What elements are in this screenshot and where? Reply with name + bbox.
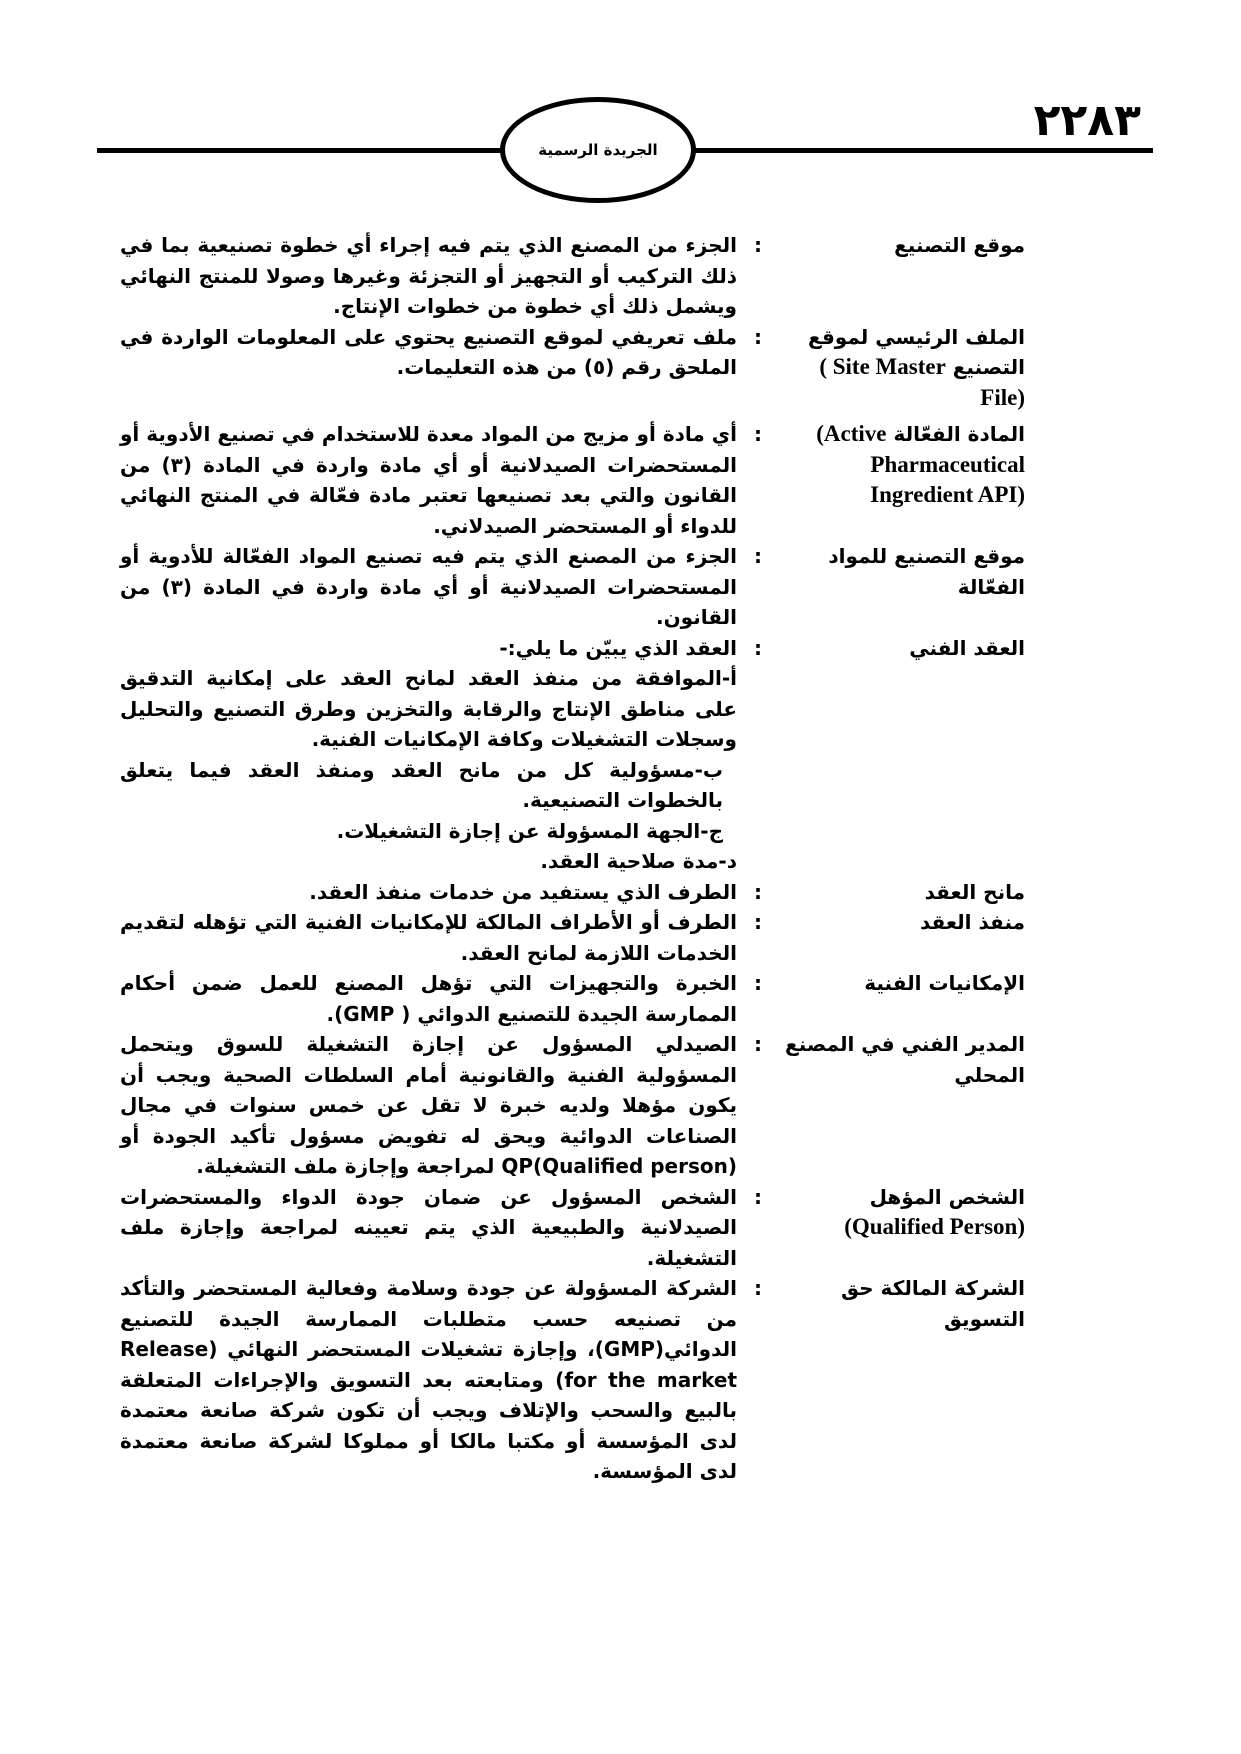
term xyxy=(779,541,1025,602)
definition-entry xyxy=(120,419,1025,541)
definition-paragraph: أي مادة أو مزيج من المواد معدة للاستخدام في تصنيع الأدوية أو المستحضرات الصيدلانية أو أي مادة واردة في المادة (٣) من القانون والتي بعد تصنيعها تعتبر مادة فعّالة في المنتج النهائي للدواء أو المستحضر الصيدلاني. xyxy=(120,422,738,538)
definition-text xyxy=(120,877,737,908)
separator-colon: : xyxy=(754,1032,762,1056)
definition-text xyxy=(120,419,737,541)
definition-paragraph: الصيدلي المسؤول عن إجازة التشغيلة للسوق ويتحمل المسؤولية الفنية والقانونية أمام السلطات الصحية ويجب أن يكون مؤهلا ولديه خبرة لا تقل عن خمس سنوات في مجال الصناعات الدوائية ويحق له تفويض مسؤول تأكيد الجودة أو QP(Qualified person) لمراجعة وإجازة ملف التشغيلة. xyxy=(120,1032,737,1178)
term xyxy=(779,907,1025,938)
term xyxy=(779,633,1025,664)
separator-colon: : xyxy=(754,879,762,904)
header-rule-left xyxy=(97,148,503,153)
term-arabic: الملف الرئيسي لموقع التصنيع xyxy=(808,324,1025,379)
header-rule-right xyxy=(695,148,1153,153)
publication-oval xyxy=(500,97,696,203)
definition-entry xyxy=(120,877,1025,908)
definition-entry xyxy=(120,968,1025,1029)
definition-text xyxy=(120,541,737,633)
definition-entry xyxy=(120,1029,1025,1182)
separator-colon: : xyxy=(754,324,762,349)
definition-entry xyxy=(120,322,1025,414)
separator-colon: : xyxy=(754,422,762,446)
term-arabic: مانح العقد xyxy=(924,879,1025,904)
definition-text xyxy=(120,322,737,383)
term-latin: ( Site Master File) xyxy=(819,354,1025,410)
definition-paragraph: الشخص المسؤول عن ضمان جودة الدواء والمستحضرات الصيدلانية والطبيعية الذي يتم تعيينه لمراجعة وإجازة ملف التشغيلة. xyxy=(120,1184,737,1270)
term-arabic: العقد الفني xyxy=(909,635,1025,660)
definition-paragraph: الطرف الذي يستفيد من خدمات منفذ العقد. xyxy=(309,879,737,904)
separator-colon: : xyxy=(754,1276,762,1300)
definition-paragraph: الجزء من المصنع الذي يتم فيه إجراء أي خطوة تصنيعية بما في ذلك التركيب أو التجهيز أو التجزئة وغيرها وصولا للمنتج النهائي ويشمل ذلك أي خطوة من خطوات الإنتاج. xyxy=(120,233,737,318)
definition-paragraph: العقد الذي يبيّن ما يلي:- xyxy=(499,635,737,660)
definition-text xyxy=(120,907,737,968)
term xyxy=(779,968,1025,999)
definition-entry xyxy=(120,230,1025,322)
page-number: ٢٢٨٣ xyxy=(1033,95,1141,146)
definition-text xyxy=(120,1182,737,1274)
term-arabic: منفذ العقد xyxy=(919,910,1025,934)
separator-colon: : xyxy=(754,1184,762,1209)
term-latin: (Active Pharmaceutical Ingredient API) xyxy=(816,421,1025,507)
definition-entry xyxy=(120,907,1025,968)
definition-subitem: أ-الموافقة من منفذ العقد لمانح العقد على إمكانية التدقيق على مناطق الإنتاج والرقابة والتخزين وطرق التصنيع والتحليل وسجلات التشغيلات وكافة الإمكانيات الفنية. xyxy=(120,666,737,751)
definitions-list xyxy=(120,230,1025,1487)
separator-colon: : xyxy=(754,910,762,934)
definition-text xyxy=(120,230,737,322)
definition-paragraph: الخبرة والتجهيزات التي تؤهل المصنع للعمل ضمن أحكام الممارسة الجيدة للتصنيع الدوائي ( GMP). xyxy=(120,971,737,1026)
definition-paragraph: الطرف أو الأطراف المالكة للإمكانيات الفنية التي تؤهله لتقديم الخدمات اللازمة لمانح العقد. xyxy=(120,910,737,965)
term-arabic: المدير الفني في المصنع المحلي xyxy=(785,1032,1025,1087)
definition-text xyxy=(120,1273,737,1487)
term-arabic: الشركة المالكة حق التسويق xyxy=(841,1276,1025,1331)
definition-paragraph: الشركة المسؤولة عن جودة وسلامة وفعالية المستحضر والتأكد من تصنيعه حسب متطلبات الممارسة الجيدة للتصنيع الدوائي(GMP)، وإجازة تشغيلات المستحضر النهائي (Release for the market) ومتابعته بعد التسويق والإجراءات المتعلقة بالبيع والسحب والإتلاف ويجب أن تكون شركة صانعة معتمدة لدى المؤسسة أو مكتبا مالكا أو مملوكا لشركة صانعة معتمدة لدى المؤسسة. xyxy=(120,1276,738,1483)
definition-text xyxy=(120,633,737,877)
publication-title: الجريدة الرسمية xyxy=(538,141,658,159)
term xyxy=(779,322,1025,414)
term xyxy=(779,1182,1025,1243)
term xyxy=(779,877,1025,908)
definition-text xyxy=(120,1029,737,1182)
separator-colon: : xyxy=(754,971,762,995)
term-arabic: الإمكانيات الفنية xyxy=(864,971,1025,995)
definition-subitem: ب-مسؤولية كل من مانح العقد ومنفذ العقد فيما يتعلق بالخطوات التصنيعية. xyxy=(120,757,723,812)
separator-colon: : xyxy=(754,233,762,257)
term xyxy=(779,230,1025,261)
definition-subitem: ج-الجهة المسؤولة عن إجازة التشغيلات. xyxy=(336,818,723,843)
definition-paragraph: الجزء من المصنع الذي يتم فيه تصنيع المواد الفعّالة للأدوية أو المستحضرات الصيدلانية أو أي مادة واردة في المادة (٣) من القانون. xyxy=(120,544,738,629)
definition-entry xyxy=(120,541,1025,633)
term xyxy=(779,1029,1025,1090)
definition-text xyxy=(120,968,737,1029)
term-arabic: المادة الفعّالة xyxy=(893,422,1025,446)
term-arabic: موقع التصنيع للمواد الفعّالة xyxy=(828,544,1025,599)
term xyxy=(779,1273,1025,1334)
definition-entry xyxy=(120,633,1025,877)
definition-subitem: د-مدة صلاحية العقد. xyxy=(540,849,737,873)
term-arabic: الشخص المؤهل xyxy=(869,1184,1025,1209)
definition-entry xyxy=(120,1273,1025,1487)
term xyxy=(779,419,1025,511)
definition-entry xyxy=(120,1182,1025,1274)
separator-colon: : xyxy=(754,544,762,568)
separator-colon: : xyxy=(754,635,762,660)
term-arabic: موقع التصنيع xyxy=(894,233,1025,257)
definition-paragraph: ملف تعريفي لموقع التصنيع يحتوي على المعلومات الواردة في الملحق رقم (٥) من هذه التعليمات. xyxy=(120,324,737,379)
term-latin: (Qualified Person) xyxy=(844,1214,1025,1239)
